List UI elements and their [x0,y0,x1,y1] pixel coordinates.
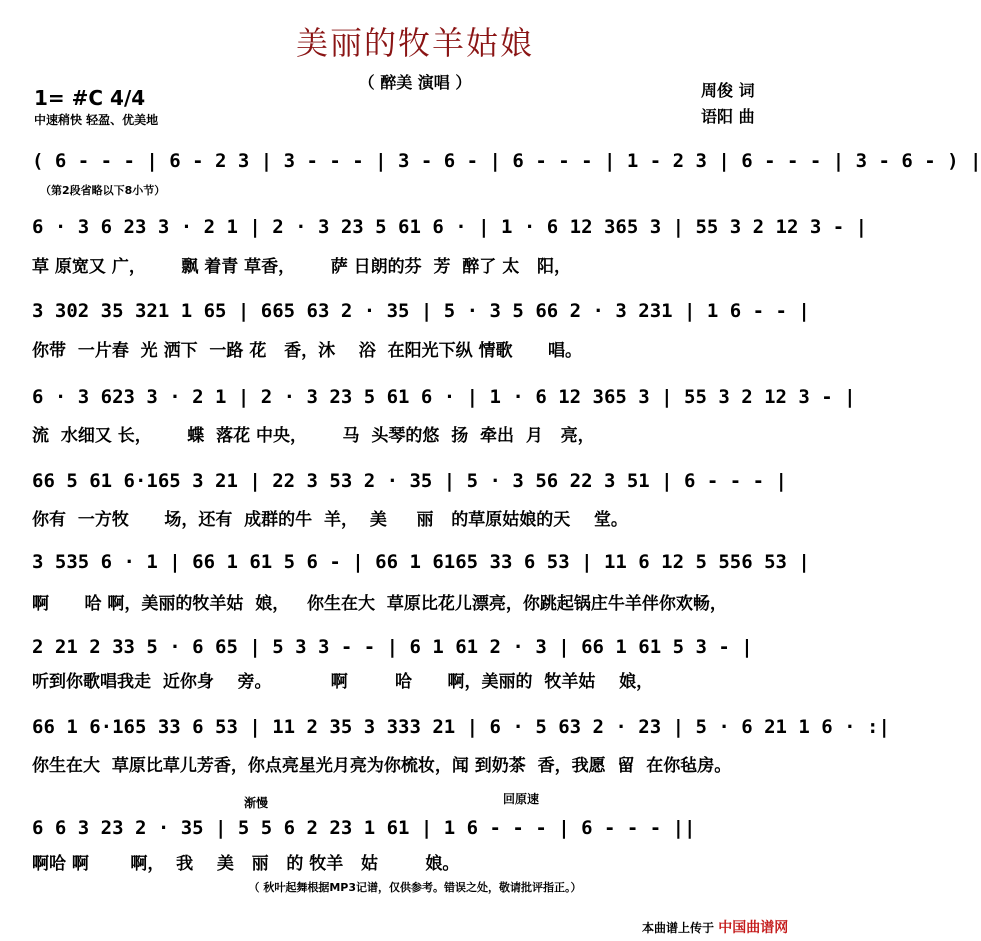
composer-credit: 语阳 曲 [701,107,755,126]
singer-line: （ 醉美 演唱 ） [358,73,472,92]
lyrics-row-9: 啊哈 啊 啊， 我 美 丽 的 牧羊 姑 娘。 [32,854,460,874]
notation-row-4: 6 · 3 623 3 · 2 1 | 2 · 3 23 5 61 6 · | 1 · 6 12 365 3 | 55 3 2 12 3 - | [32,386,856,408]
site-logo[interactable]: 中国曲谱网 [718,920,789,936]
lyrics-row-4: 流 水细又 长， 蝶 落花 中央， 马 头琴的悠 扬 牵出 月 亮， [32,426,595,446]
lyrics-row-7: 听到你歌唱我走 近你身 旁。 啊 哈 啊，美丽的 牧羊姑 娘， [32,672,654,692]
lyrics-row-5: 你有 一方牧 场，还有 成群的牛 羊， 美 丽 的草原姑娘的天 堂。 [32,510,628,530]
lyrics-row-2: 草 原宽又 广， 飘 着青 草香， 萨 日朗的芬 芳 醉了 太 阳， [32,257,571,277]
resume-marker: 回原速 [503,792,540,806]
footer [642,917,788,937]
notation-row-3: 3 302 35 321 1 65 | 665 63 2 · 35 | 5 · 3 5 66 2 · 3 231 | 1 6 - - | [32,300,810,322]
notation-row-7: 2 21 2 33 5 · 6 65 | 5 3 3 - - | 6 1 61 2 · 3 | 66 1 61 5 3 - | [32,636,753,658]
notation-row-6: 3 535 6 · 1 | 66 1 61 5 6 - | 66 1 6165 33 6 53 | 11 6 12 5 556 53 | [32,551,810,573]
slowing-marker: 渐慢 [244,796,269,810]
notation-row-5: 66 5 61 6·165 3 21 | 22 3 53 2 · 35 | 5 · 3 56 22 3 51 | 6 - - - | [32,470,787,492]
notation-row-8: 66 1 6·165 33 6 53 | 11 2 35 3 333 21 | 6 · 5 63 2 · 23 | 5 · 6 21 1 6 · :| [32,716,890,738]
notation-row-9: 6 6 3 23 2 · 35 | 5 5 6 2 23 1 61 | 1 6 - - - | 6 - - - || [32,817,696,839]
lyrics-row-6: 啊 哈 啊，美丽的牧羊姑 娘， 你生在大 草原比花儿漂亮，你跳起锅庄牛羊伴你欢畅， [32,594,727,614]
tempo-marking: 中速稍快 轻盈、优美地 [34,113,159,127]
lyrics-row-8: 你生在大 草原比草儿芳香，你点亮星光月亮为你梳妆，闻 到奶茶 香，我愿 留 在你毡房。 [32,756,732,776]
key-signature: 1= #C 4/4 [34,86,146,110]
notation-row-1: ( 6 - - - | 6 - 2 3 | 3 - - - | 3 - 6 - | 6 - - - | 1 - 2 3 | 6 - - - | 3 - 6 - ) | [32,150,981,172]
transcriber-footnote: （ 秋叶起舞根据MP3记谱，仅供参考。错误之处，敬请批评指正。） [248,881,582,894]
lyrics-row-3: 你带 一片春 光 洒下 一路 花 香，沐 浴 在阳光下纵 情歌 唱。 [32,341,583,361]
page-title: 美丽的牧羊姑娘 [295,24,534,62]
notation-row-2: 6 · 3 6 23 3 · 2 1 | 2 · 3 23 5 61 6 · | 1 · 6 12 365 3 | 55 3 2 12 3 - | [32,216,868,238]
lyricist-credit: 周俊 词 [701,81,755,100]
omit-note: （第2段省略以下8小节） [40,184,166,197]
upload-note: 本曲谱上传于 [642,921,715,935]
